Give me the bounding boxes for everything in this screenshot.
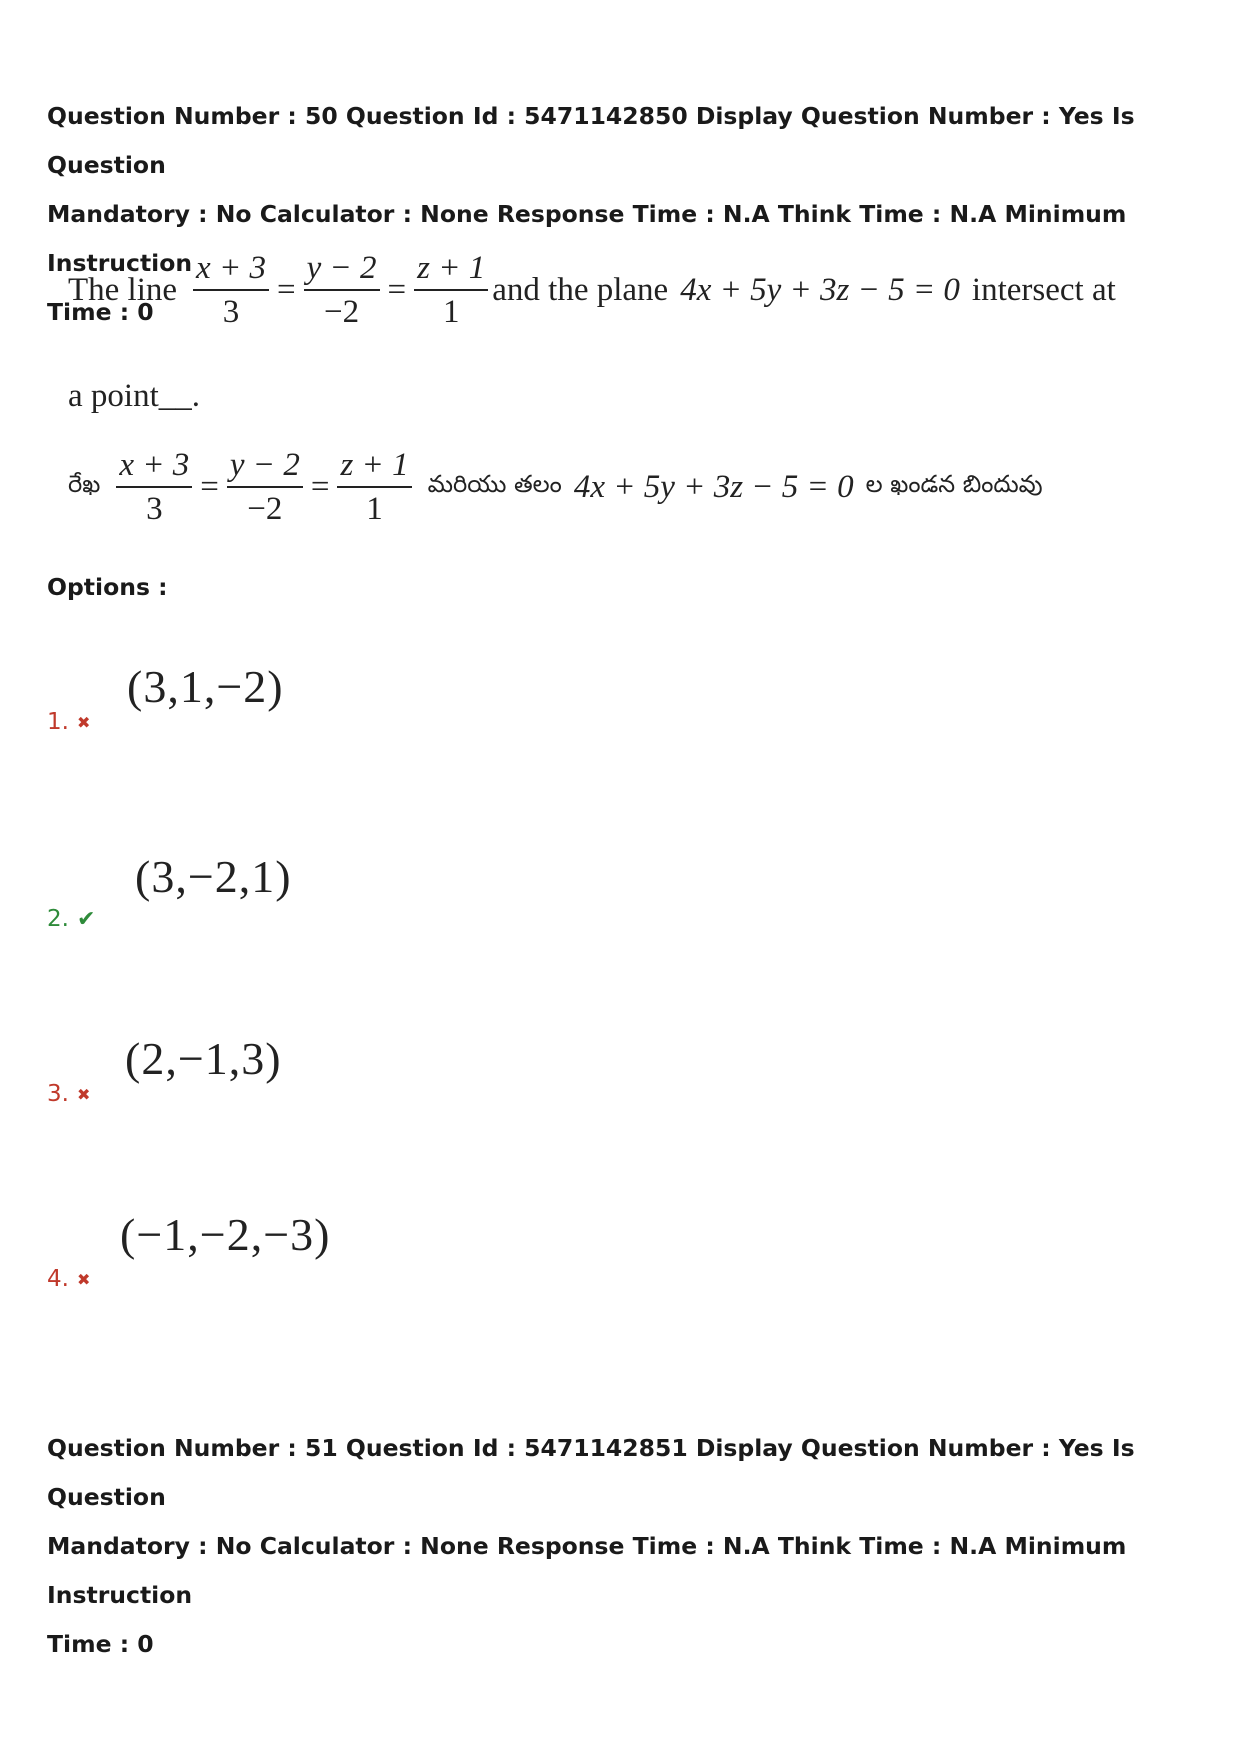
option-2-value: (3,−2,1) bbox=[135, 851, 292, 902]
option-2[interactable] bbox=[47, 906, 95, 932]
fraction-z: $\frac{z + 1}{1}$ bbox=[337, 447, 411, 528]
metadata-line: Time : 0 bbox=[47, 1630, 154, 1658]
option-1[interactable] bbox=[47, 709, 90, 735]
plane-equation: 4x + 5y + 3z − 5 = 0 bbox=[573, 468, 854, 505]
check-icon: ✔ bbox=[76, 906, 96, 932]
fraction-y: $\frac{y - 2}{-2}$ bbox=[227, 447, 303, 528]
question-suffix: intersect at bbox=[971, 271, 1116, 308]
telugu-prefix: రేఖ bbox=[68, 470, 101, 499]
question-middle: and the plane bbox=[492, 271, 669, 308]
telugu-suffix: ల ఖండన బిందువు bbox=[865, 470, 1043, 499]
fraction-x: $\frac{x + 3}{3}$ bbox=[116, 447, 192, 528]
metadata-line: Question Number : 51 Question Id : 5471142851 Display Question Number : Yes Is Question bbox=[47, 1434, 1135, 1511]
cross-icon: ✖ bbox=[76, 1084, 91, 1104]
option-4[interactable] bbox=[47, 1266, 90, 1292]
telugu-middle: మరియు తలం bbox=[427, 470, 562, 499]
option-number: 4. bbox=[47, 1266, 69, 1292]
plane-equation: 4x + 5y + 3z − 5 = 0 bbox=[680, 271, 960, 308]
option-4-value: (−1,−2,−3) bbox=[120, 1209, 331, 1260]
fraction-x: $\frac{x + 3}{3}$ bbox=[193, 250, 269, 331]
question-51-metadata bbox=[47, 1424, 1207, 1669]
option-3-value: (2,−1,3) bbox=[125, 1033, 282, 1084]
question-continuation: a point__. bbox=[68, 378, 200, 414]
option-number: 2. bbox=[47, 906, 69, 932]
question-text-english: The line $\frac{x + 3}{3}$ = $\frac{y - 2}{-2}$ = $\frac{z + 1}{1}$ and the plane 4x + 5y + 3z − 5 = 0 intersect at bbox=[68, 250, 1116, 331]
option-1-value: (3,1,−2) bbox=[127, 661, 284, 712]
option-number: 3. bbox=[47, 1081, 69, 1107]
fraction-y: $\frac{y - 2}{-2}$ bbox=[304, 250, 380, 331]
cross-icon: ✖ bbox=[76, 712, 91, 732]
metadata-line: Mandatory : No Calculator : None Response Time : N.A Think Time : N.A Minimum Instruction bbox=[47, 1532, 1127, 1609]
metadata-line: Question Number : 50 Question Id : 5471142850 Display Question Number : Yes Is Question bbox=[47, 102, 1135, 179]
cross-icon: ✖ bbox=[76, 1269, 91, 1289]
metadata-line: Mandatory : No Calculator : None Response Time : N.A Think Time : N.A Minimum Instruction bbox=[47, 200, 1127, 277]
fraction-z: $\frac{z + 1}{1}$ bbox=[414, 250, 488, 331]
option-number: 1. bbox=[47, 709, 69, 735]
question-text-telugu: రేఖ $\frac{x + 3}{3}$ = $\frac{y - 2}{-2}$ = $\frac{z + 1}{1}$ మరియు తలం 4x + 5y + 3z − 5 = 0 ల ఖండన బిందువు bbox=[68, 447, 1043, 528]
option-3[interactable] bbox=[47, 1081, 90, 1107]
question-prefix: The line bbox=[68, 271, 178, 308]
options-label: Options : bbox=[47, 573, 168, 601]
metadata-line: Time : 0 bbox=[47, 298, 154, 326]
